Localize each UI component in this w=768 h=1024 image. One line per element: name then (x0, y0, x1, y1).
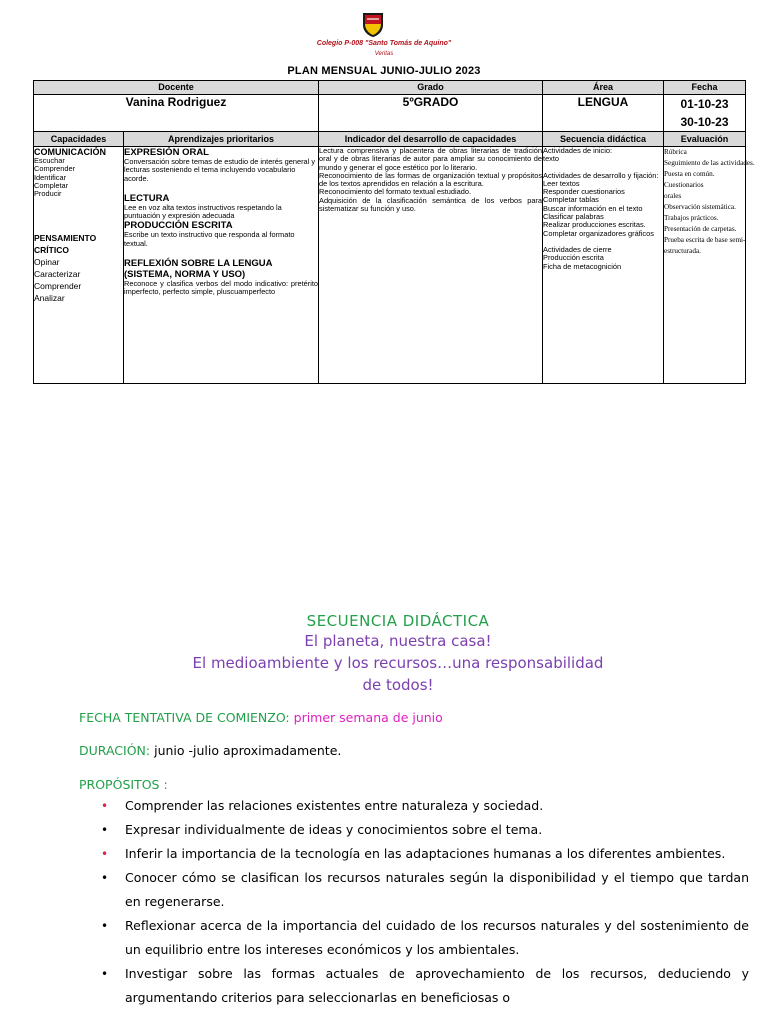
evaluacion-item: Presentación de carpetas. (664, 225, 737, 233)
indicador-cell (319, 147, 543, 384)
reflexion-text: Reconoce y clasifica verbos del modo indicativo: pretérito imperfecto, perfecto simple, pluscuamperfecto (124, 279, 319, 297)
plan-title: PLAN MENSUAL JUNIO-JULIO 2023 (287, 65, 481, 77)
list-item (79, 794, 749, 818)
secuencia-item: Actividades de desarrollo y fijación: (543, 170, 659, 180)
secuencia-item: Buscar información en el texto (543, 203, 643, 213)
lectura-title: LECTURA (124, 192, 170, 204)
header-fecha: Fecha (664, 81, 746, 95)
secuencia-item: texto (543, 154, 560, 164)
header-area: Área (543, 81, 664, 95)
evaluacion-item: Cuestionarios (664, 181, 704, 189)
proposito-text: Comprender las relaciones existentes entre naturaleza y sociedad. (125, 798, 544, 813)
list-item (79, 914, 749, 962)
table-values-row (34, 95, 746, 132)
bullet-icon: • (101, 799, 109, 813)
propositos-label: PROPÓSITOS : (79, 777, 168, 792)
evaluacion-item: Rúbrica (664, 148, 687, 156)
indicador-item: Reconocimiento de las formas de organización textual y propósitos de los textos aprendidos en relación a la escritura. (319, 170, 543, 189)
list-item (79, 866, 749, 914)
cap-item: Producir (34, 189, 62, 199)
cap-item: Completar (34, 180, 69, 190)
value-grado: 5ºGRADO (319, 95, 543, 132)
evaluacion-item: estructurada. (664, 247, 701, 255)
capacidades-cell (34, 147, 124, 384)
lectura-text: Lee en voz alta textos instructivos respetando la puntuación y expresión adecuada (124, 202, 282, 221)
indicador-item: Adquisición de la clasificación semántica de los verbos para sistematizar su función y uso. (319, 195, 543, 214)
header-grado: Grado (319, 81, 543, 95)
header-capacidades: Capacidades (34, 132, 124, 147)
secuencia-item: Completar organizadores gráficos (543, 228, 654, 238)
school-name: Colegio P-008 "Santo Tomás de Aquino" (316, 40, 452, 47)
evaluacion-cell (664, 147, 755, 384)
bullet-icon: • (101, 871, 109, 885)
bullet-icon: • (101, 823, 109, 837)
fecha-label: FECHA TENTATIVA DE COMIENZO: (79, 710, 290, 725)
secuencia-cell (543, 147, 664, 384)
secuencia-item: Responder cuestionarios (543, 187, 625, 197)
proposito-text: Inferir la importancia de la tecnología en las adaptaciones humanas a los diferentes ambientes. (125, 846, 726, 861)
cap-pensamiento: PENSAMIENTO CRÍTICO (34, 233, 97, 256)
duracion-line (79, 743, 341, 758)
secuencia-item: Completar tablas (543, 195, 599, 205)
table-header-row (34, 81, 746, 95)
oral-title: EXPRESIÓN ORAL (124, 147, 209, 158)
evaluacion-item: Seguimiento de las actividades. (664, 159, 755, 167)
cap-comunicacion: COMUNICACIÓN (34, 147, 106, 157)
sequence-subtitle: El planeta, nuestra casa! (304, 632, 492, 650)
cap-item: Comprender (34, 281, 82, 292)
sequence-title: SECUENCIA DIDÁCTICA (306, 612, 490, 630)
proposito-text: Expresar individualmente de ideas y conocimientos sobre el tema. (125, 822, 543, 837)
evaluacion-item: Trabajos prácticos. (664, 214, 719, 222)
header-docente: Docente (34, 81, 319, 95)
escrita-title: PRODUCCIÓN ESCRITA (124, 220, 233, 232)
secuencia-item: Ficha de metacognición (543, 261, 622, 271)
propositos-list (79, 794, 749, 1010)
proposito-text: Conocer cómo se clasifican los recursos naturales según la disponibilidad y el tiempo que tardan en regenerarse. (125, 870, 749, 909)
duracion-value: junio -julio aproximadamente. (154, 743, 342, 758)
list-item (79, 962, 749, 1010)
sequence-subtitle: de todos! (362, 676, 434, 694)
evaluacion-item: orales (664, 192, 682, 200)
fecha-value: primer semana de junio (293, 710, 443, 725)
cap-item: Analizar (34, 293, 65, 304)
proposito-text: Reflexionar acerca de la importancia del cuidado de los recursos naturales y del sostenimiento de un equilibrio entre los intereses económicos y los ambientales. (125, 918, 749, 957)
duracion-label: DURACIÓN: (79, 743, 151, 758)
evaluacion-item: Prueba escrita de base semi- (664, 236, 746, 244)
oral-text: Conversación sobre temas de estudio de interés general y lecturas sosteniendo el tema incluyendo vocabulario acorde. (124, 157, 316, 183)
cap-item: Caracterizar (34, 269, 81, 280)
evaluacion-item: Observación sistemática. (664, 203, 736, 211)
bullet-icon: • (101, 919, 109, 933)
header-indicador: Indicador del desarrollo de capacidades (319, 132, 543, 147)
evaluacion-item: Puesta en común. (664, 170, 715, 178)
bullet-icon: • (101, 967, 109, 981)
cap-item: Comprender (34, 164, 76, 174)
header-evaluacion: Evaluación (664, 132, 746, 147)
fecha-start: 01-10-23 (680, 97, 729, 111)
aprendizajes-cell (124, 147, 319, 384)
indicador-item: Reconocimiento del formato textual estudiado. (319, 187, 472, 197)
sequence-subtitle: El medioambiente y los recursos…una responsabilidad (192, 654, 604, 672)
cap-item: Escuchar (34, 156, 65, 165)
secuencia-item: Producción escrita (543, 253, 604, 263)
list-item (79, 842, 749, 866)
escrita-text: Escribe un texto instructivo que responda al formato textual. (124, 230, 295, 248)
value-area: LENGUA (543, 95, 664, 132)
value-docente: Vanina Rodriguez (34, 95, 319, 132)
secuencia-item: Realizar producciones escritas. (543, 220, 646, 230)
table-subheader-row (34, 132, 746, 147)
secuencia-item: Actividades de inicio: (543, 146, 613, 155)
value-fecha (664, 95, 746, 132)
school-crest-logo (362, 12, 384, 38)
school-motto: Veritas (374, 51, 394, 57)
header-aprendizajes: Aprendizajes prioritarios (124, 132, 319, 147)
secuencia-item: Leer textos (543, 178, 580, 188)
reflexion-title: REFLEXIÓN SOBRE LA LENGUA (SISTEMA, NORMA Y USO) (124, 258, 273, 281)
header-secuencia: Secuencia didáctica (543, 132, 664, 147)
fecha-end: 30-10-23 (680, 115, 729, 129)
plan-table (33, 80, 755, 384)
proposito-text: Investigar sobre las formas actuales de aprovechamiento de los recursos, deduciendo y argumentando criterios para seleccionarlas en beneficiosas o (125, 966, 749, 1005)
cap-item: Opinar (34, 257, 60, 268)
table-body-row (34, 147, 746, 384)
secuencia-item: Clasificar palabras (543, 212, 604, 222)
secuencia-item: Actividades de cierre (543, 244, 612, 254)
indicador-item: Lectura comprensiva y placentera de obras literarias de tradición oral y de obras literarias de autor para ampliar su conocimiento de mundo y generar el goce estético por lo literario. (319, 146, 543, 172)
cap-item: Identificar (34, 172, 67, 182)
fecha-line (79, 710, 443, 725)
bullet-icon: • (101, 847, 109, 861)
list-item (79, 818, 749, 842)
